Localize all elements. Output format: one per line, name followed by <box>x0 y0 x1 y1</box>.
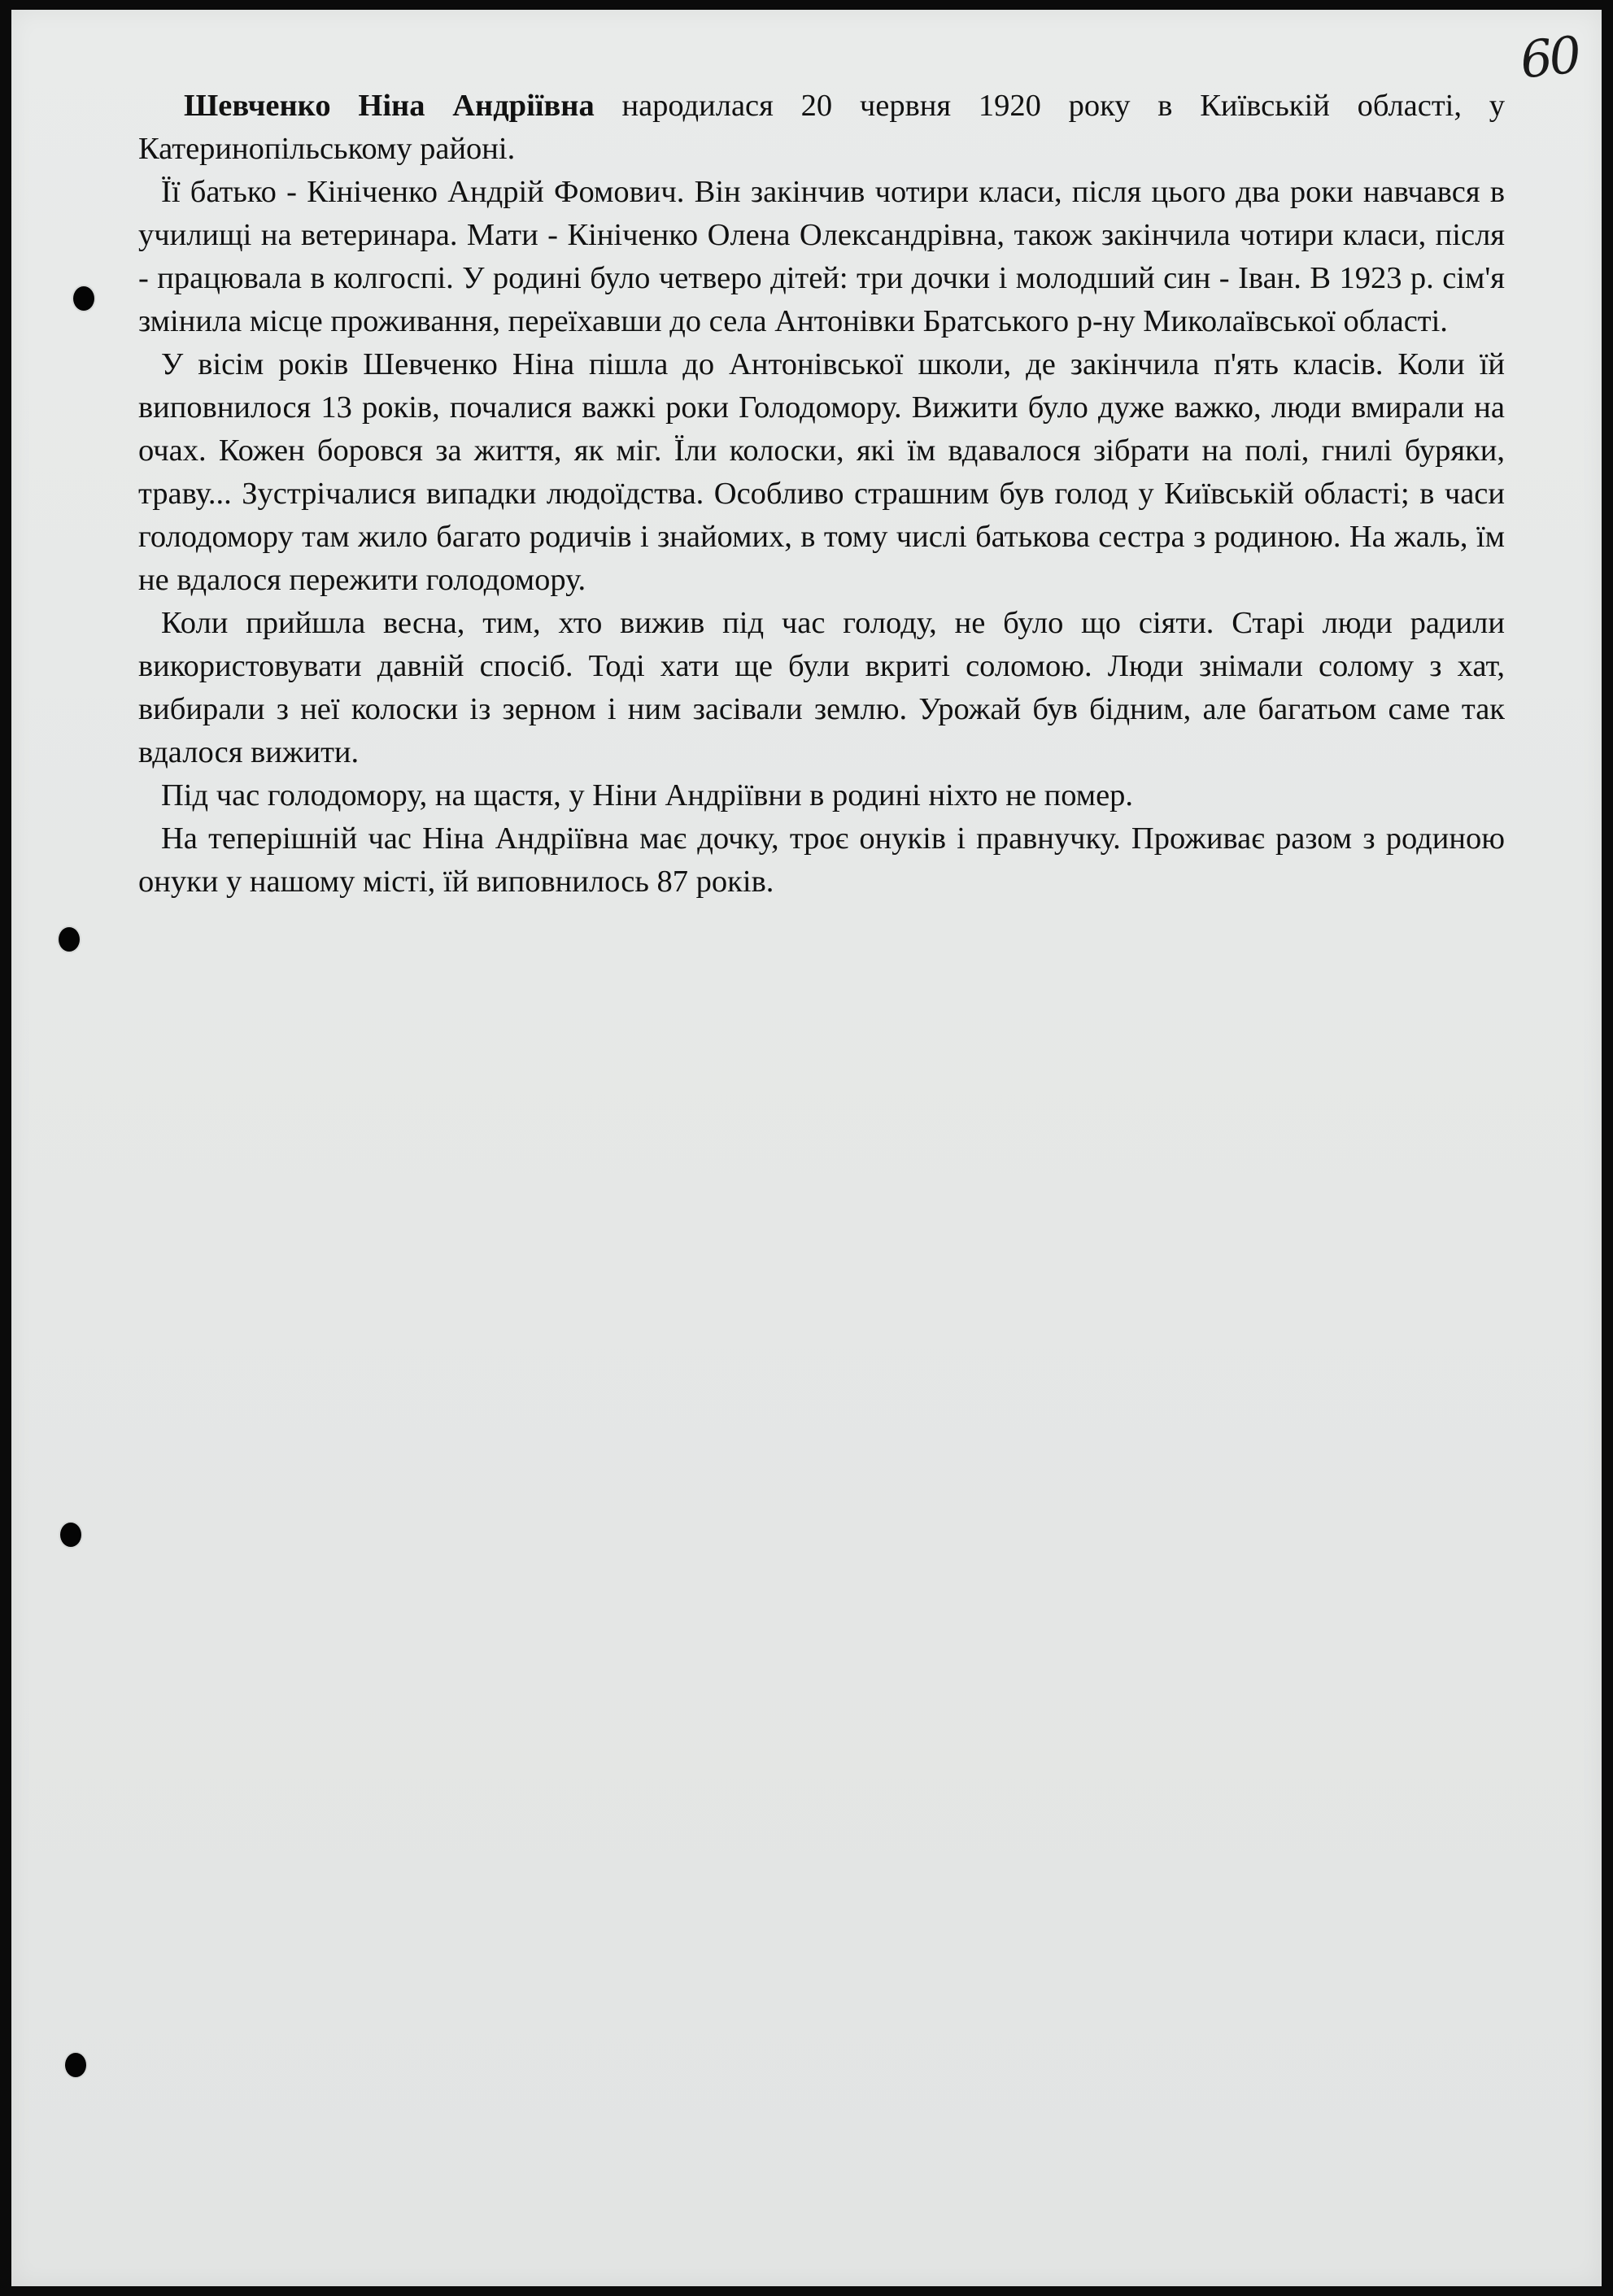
intro-text: народилася 20 червня 1920 року в Київській області, у Катеринопільському районі. <box>138 89 1505 166</box>
punch-hole <box>65 2053 86 2077</box>
punch-hole <box>59 927 80 952</box>
paragraph-intro <box>138 85 1505 171</box>
subject-name: Шевченко Ніна Андріївна <box>184 89 595 123</box>
paragraph-present: На теперішній час Ніна Андріївна має дочку, троє онуків і правнучку. Проживає разом з родиною онуки у нашому місті, їй виповнилось 87 років. <box>138 821 1505 899</box>
paragraph-survival: Під час голодомору, на щастя, у Ніни Андріївни в родині ніхто не помер. <box>161 778 1134 813</box>
document-page <box>11 10 1602 2286</box>
document-text <box>138 85 1505 904</box>
paragraph-family: Її батько - Кініченко Андрій Фомович. Він закінчив чотири класи, після цього два роки навчався в училищі на ветеринара. Мати - Кініченко Олена Олександрівна, також закінчила чотири класи, після - працювала в колгоспі. У родині було четверо дітей: три дочки і молодший син - Іван. В 1923 р. сім'я змінила місце проживання, переїхавши до села Антонівки Братського р-ну Миколаївської області. <box>138 175 1505 338</box>
punch-hole <box>60 1523 81 1547</box>
handwritten-page-number: 60 <box>1517 24 1581 90</box>
paragraph-school-famine: У вісім років Шевченко Ніна пішла до Антонівської школи, де закінчила п'ять класів. Коли їй виповнилося 13 років, почалися важкі роки Голодомору. Вижити було дуже важко, люди вмирали на очах. Кожен боровся за життя, як міг. Їли колоски, які їм вдавалося зібрати на полі, гнилі буряки, траву... Зустрічалися випадки людоїдства. Особливо страшним був голод у Київській області; в часи голодомору там жило багато родичів і знайомих, в тому числі батькова сестра з родиною. На жаль, їм не вдалося пережити голодомору. <box>138 347 1505 597</box>
paragraph-spring: Коли прийшла весна, тим, хто вижив під час голоду, не було що сіяти. Старі люди радили використовувати давній спосіб. Тоді хати ще були вкриті соломою. Люди знімали солому з хат, вибирали з неї колоски із зерном і ним засівали землю. Урожай був бідним, але багатьом саме так вдалося вижити. <box>138 606 1505 769</box>
punch-hole <box>73 286 94 311</box>
